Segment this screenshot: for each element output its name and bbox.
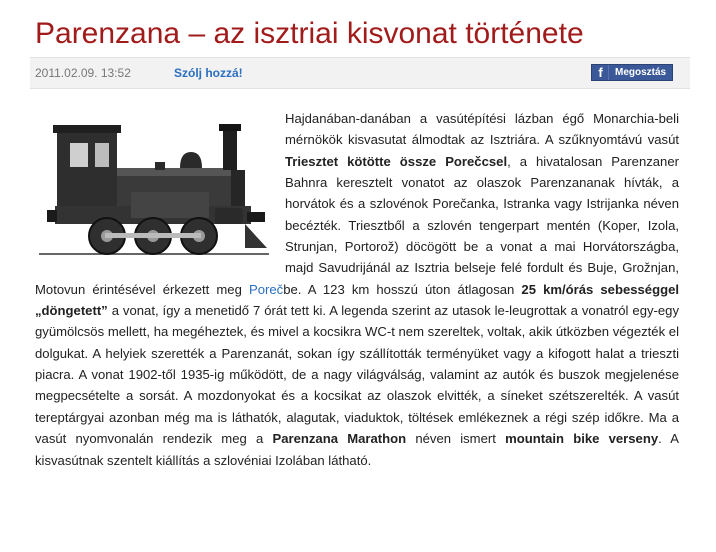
article-text: néven ismert — [406, 431, 506, 447]
porec-link[interactable]: Poreč — [248, 281, 284, 297]
article-text: be. A 123 km hosszú úton átlagosan — [283, 281, 522, 297]
post-title: Parenzana – az isztriai kisvonat története — [35, 17, 584, 50]
article-text: , a hivatalosan Parenzaner Bahnra keresztelt vonatot az olaszok Parenzananak hívták, a horvátok és a szlovénok Porečanka, Istranka vagy Istrijanka néven becézték. Triesztből a szlovén tengerpart mentén (Koper, Izola, Strunjan, Portorož) döcögött be a vonat a mai Horvátországba, majd Savudrijánál az Isztria belseje felé fordult és Buje, Grožnjan, Motovun érintésével érkezett meg — [35, 153, 679, 297]
article-bold-text: 25 km/órás sebességgel „döngetett” — [35, 281, 680, 319]
post-date: 2011.02.09. 13:52 — [35, 66, 131, 80]
article-text: . A kisvasútnak szentelt kiállítás a szlovéniai Izolában látható. — [35, 431, 679, 468]
share-button-label: Megosztás — [615, 67, 667, 78]
facebook-icon: f — [593, 65, 609, 80]
article-text: Hajdanában-danában a vasútépítési lázban égő Monarchia-beli mérnökök kisvasutat álmodtak az Isztriára. A szűknyomtávú vasút — [285, 111, 679, 148]
steam-locomotive-illustration — [35, 108, 277, 278]
article-bold-text: Triesztet kötötte össze Porečcsel — [285, 153, 508, 169]
facebook-share-button[interactable] — [591, 64, 673, 81]
article-body — [35, 108, 679, 471]
comment-link[interactable]: Szólj hozzá! — [174, 66, 243, 80]
post-meta-bar — [30, 57, 690, 89]
article-bold-text: mountain bike verseny — [505, 431, 659, 447]
article-bold-text: Parenzana Marathon — [272, 431, 407, 447]
article-text: a vonat, így a menetidő 7 órát tett ki. A legenda szerint az utasok le-leugrottak a vonatról egy-egy gyümölcsös mellett, ha megéheztek, és mivel a kocsikra WC-t nem szereltek, voltak, akik útközben végezték el dolgukat. A helyiek szerették a Parenzanát, sokan így szállították terményüket vagy a kifogott halat a trieszti piacra. A vonat 1902-től 1935-ig működött, de a nagy világválság, valamint az autók és buszok megjelenése megpecsételte a sorsát. A mozdonyokat és a kocsikat az olaszok elvitték, a síneket szétszerelték. A vasút tereptárgyai azonban még ma is láthatók, alagutak, viaduktok, töltések emlékeznek a régi szép időkre. Ma a vasút nyomvonalán rendezik meg a — [35, 303, 679, 447]
